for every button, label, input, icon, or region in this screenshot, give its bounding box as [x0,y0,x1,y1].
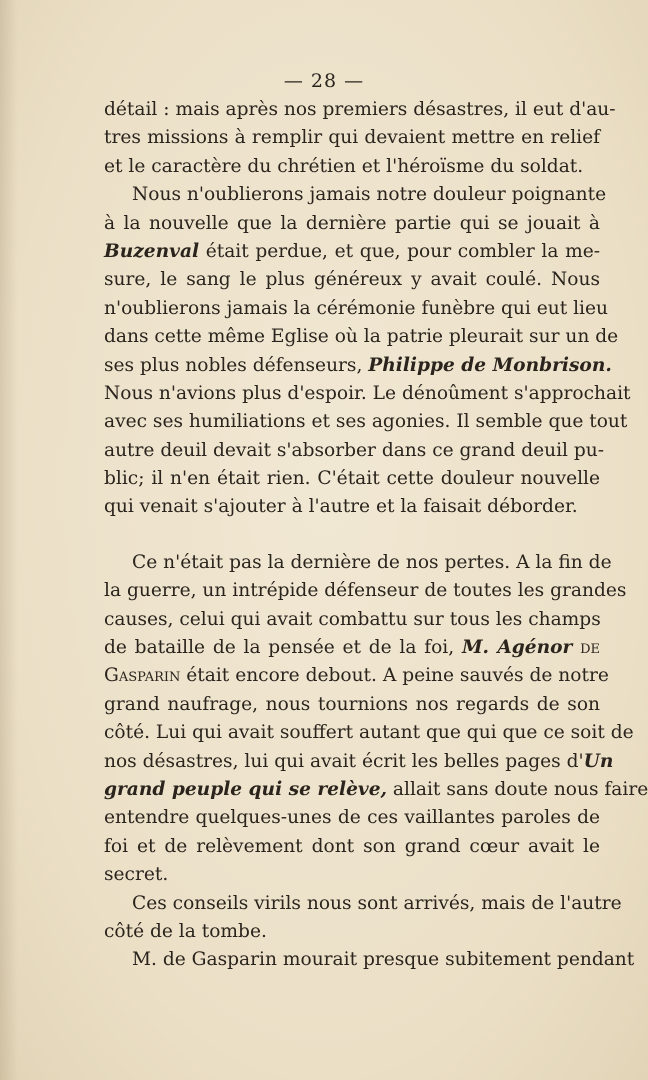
text-line: blic; il n'en était rien. C'était cette douleur nouvelle [104,468,600,490]
small-caps-surname: Gasparin [104,665,181,687]
paragraph-2 [104,181,631,522]
text-line: à la nouvelle que la dernière partie qui se jouait à [104,212,600,234]
text-line: autre deuil devait s'absorber dans ce grand deuil pu- [104,439,605,461]
text-line [104,748,614,776]
text-fragment: ses plus nobles défenseurs, [104,354,369,376]
italic-person-name: Philippe de Monbrison. [368,354,612,376]
paragraph-3 [104,549,648,890]
text-line: Ces conseils virils nous sont arrivés, mais de l'autre [132,892,622,914]
text-line: Nous n'avions plus d'espoir. Le dénoûment s'approchait [104,382,631,404]
text-line: Ce n'était pas la dernière de nos pertes. A la fin de [132,551,612,573]
italic-place-name: Buzenval [104,240,200,262]
text-line: entendre quelques-unes de ces vaillantes paroles de [104,807,600,829]
paragraph-gap [104,522,600,549]
text-line: n'oublierons jamais la cérémonie funèbre qui eut lieu [104,297,608,319]
text-line: détail : mais après nos premiers désastres, il eut d'au- [104,99,616,120]
text-line: M. de Gasparin mourait presque subitement pendant [132,949,635,971]
text-line: dans cette même Eglise où la patrie pleurait sur un de [104,326,619,348]
text-line: tres missions à remplir qui devaient mettre en relief [104,127,600,149]
text-line: causes, celui qui avait combattu sur tous les champs [104,608,601,630]
italic-book-title: grand peuple qui se relève, [104,778,388,800]
text-line: côté de la tombe. [104,920,267,942]
text-fragment: nos désastres, lui qui avait écrit les belles pages d' [104,750,584,772]
text-line: et le caractère du chrétien et l'héroïsme du soldat. [104,155,584,177]
text-line [104,776,648,804]
small-caps-fragment: de [572,637,600,659]
paragraph-1 [104,96,616,181]
text-line: Nous n'oublierons jamais notre douleur poignante [132,184,607,206]
text-line [104,634,600,662]
page-body [104,96,648,975]
text-line: grand naufrage, nous tournions nos regards de son [104,693,600,715]
italic-book-title: Un [583,750,614,772]
text-fragment: était perdue, et que, pour combler la me- [199,240,600,262]
text-line [104,662,609,690]
text-fragment: allait sans doute nous faire [387,778,648,800]
text-line: avec ses humiliations et ses agonies. Il semble que tout [104,411,628,433]
text-line [104,352,612,380]
paragraph-5 [104,946,635,974]
text-fragment: était encore debout. A peine sauvés de notre [180,665,609,687]
text-line: sure, le sang le plus généreux y avait coulé. Nous [104,269,600,291]
text-line: qui venait s'ajouter à l'autre et la faisait déborder. [104,496,578,518]
text-line: secret. [104,864,169,886]
page-number: — 28 — [283,70,365,92]
italic-person-name: M. Agénor [461,637,573,659]
text-fragment: de bataille de la pensée et de la foi, [104,637,462,659]
text-line [104,238,600,266]
text-line: la guerre, un intrépide défenseur de toutes les grandes [104,580,627,602]
paragraph-4 [104,890,622,947]
text-line: foi et de relèvement dont son grand cœur avait le [104,835,600,857]
text-line: côté. Lui qui avait souffert autant que qui que ce soit de [104,722,634,744]
